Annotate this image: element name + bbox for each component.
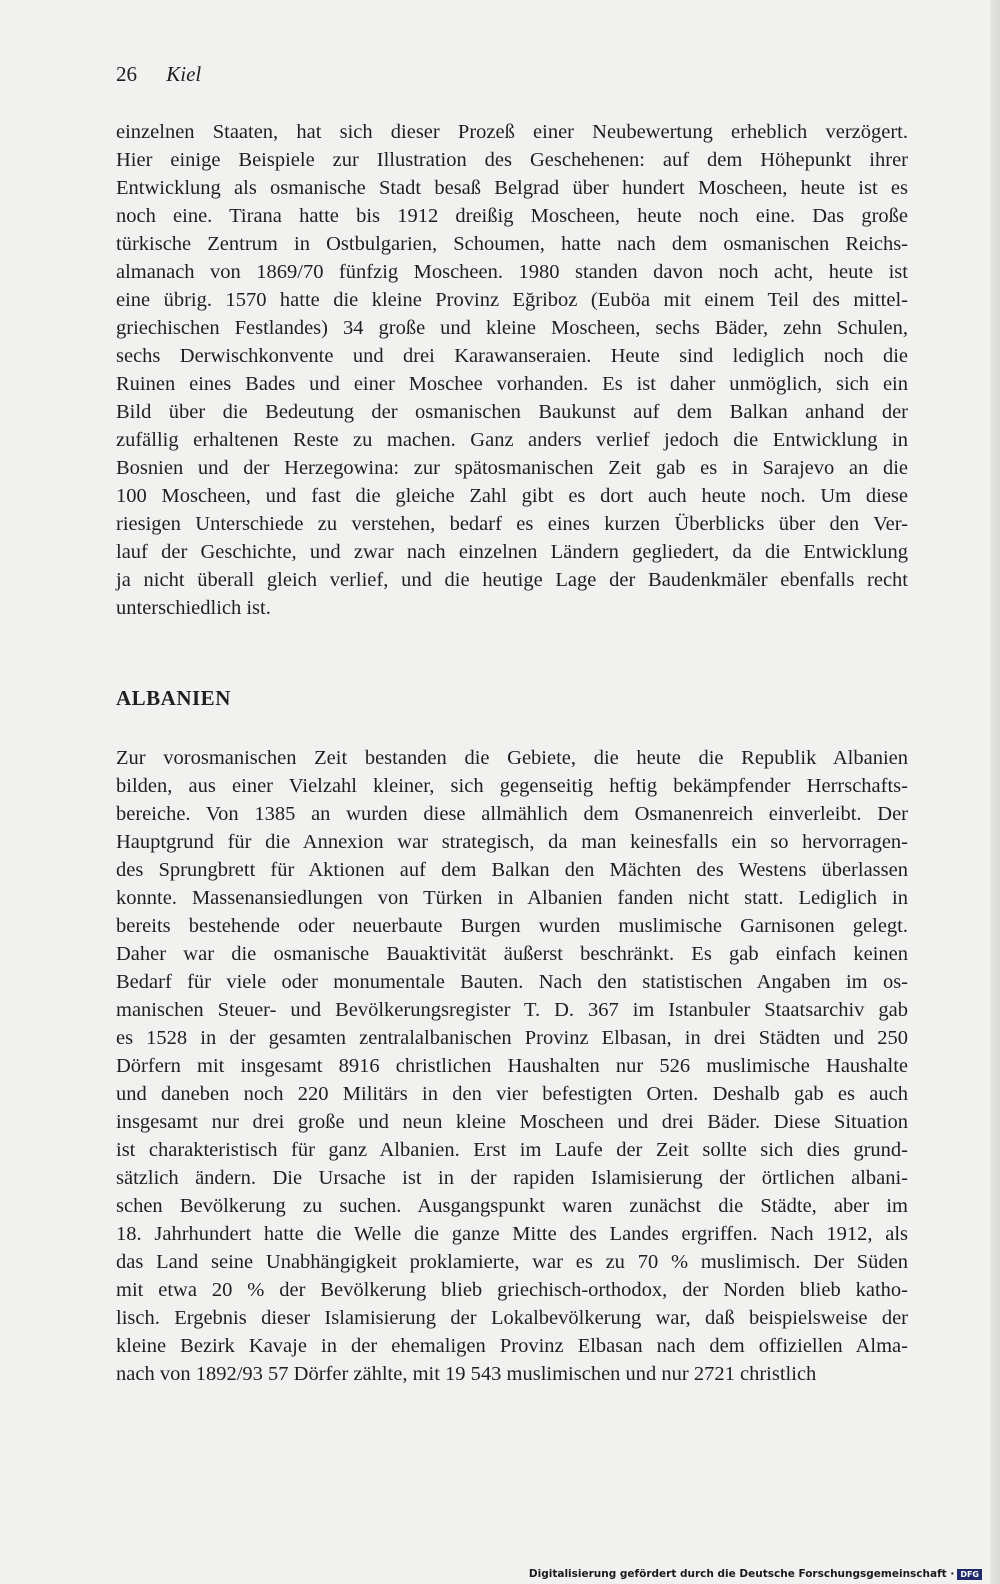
text-line: insgesamt nur drei große und neun kleine Moscheen und drei Bäder. Diese Situation: [116, 1111, 908, 1133]
text-line: sätzlich ändern. Die Ursache ist in der rapiden Islamisierung der örtlichen albani-: [116, 1167, 908, 1189]
dfg-logo: DFG: [957, 1569, 982, 1580]
text-line: es 1528 in der gesamten zentralalbanischen Provinz Elbasan, in drei Städten und 250: [116, 1027, 908, 1049]
text-line: mit etwa 20 % der Bevölkerung blieb griechisch-orthodox, der Norden blieb katho-: [116, 1279, 908, 1301]
text-line: Hier einige Beispiele zur Illustration des Geschehenen: auf dem Höhepunkt ihrer: [116, 149, 908, 171]
text-line: Bosnien und der Herzegowina: zur spätosmanischen Zeit gab es in Sarajevo an die: [116, 457, 908, 479]
text-line: griechischen Festlandes) 34 große und kleine Moscheen, sechs Bäder, zehn Schulen,: [116, 317, 908, 339]
text-line: Daher war die osmanische Bauaktivität äußerst beschränkt. Es gab einfach keinen: [116, 943, 908, 965]
credit-text: Digitalisierung gefördert durch die Deutsche Forschungsgemeinschaft ·: [528, 1568, 955, 1580]
page-number: 26: [116, 62, 137, 86]
text-line: bilden, aus einer Vielzahl kleiner, sich gegenseitig heftig bekämpfender Herrschafts-: [116, 775, 908, 797]
running-head: [116, 60, 201, 88]
text-line: manischen Steuer- und Bevölkerungsregister T. D. 367 im Istanbuler Staatsarchiv gab: [116, 999, 908, 1021]
text-line: lauf der Geschichte, und zwar nach einzelnen Ländern gegliedert, da die Entwicklung: [116, 541, 908, 563]
section-heading: ALBANIEN: [116, 686, 231, 710]
text-line: Zur vorosmanischen Zeit bestanden die Gebiete, die heute die Republik Albanien: [116, 747, 908, 769]
text-line: Bedarf für viele oder monumentale Bauten. Nach den statistischen Angaben im os-: [116, 971, 908, 993]
text-line: ja nicht überall gleich verlief, und die heutige Lage der Baudenkmäler ebenfalls recht: [116, 569, 908, 591]
text-line: noch eine. Tirana hatte bis 1912 dreißig Moscheen, heute noch eine. Das große: [116, 205, 908, 227]
text-line: des Sprungbrett für Aktionen auf dem Balkan den Mächten des Westens überlassen: [116, 859, 908, 881]
text-line: eine übrig. 1570 hatte die kleine Provinz Eğriboz (Euböa mit einem Teil des mittel-: [116, 289, 908, 311]
text-line: Hauptgrund für die Annexion war strategisch, da man keinesfalls ein so hervorragen-: [116, 831, 908, 853]
text-line: almanach von 1869/70 fünfzig Moscheen. 1980 standen davon noch acht, heute ist: [116, 261, 908, 283]
text-line: bereiche. Von 1385 an wurden diese allmählich dem Osmanenreich einverleibt. Der: [116, 803, 908, 825]
text-line: ist charakteristisch für ganz Albanien. Erst im Laufe der Zeit sollte sich dies grund-: [116, 1139, 908, 1161]
text-line: Ruinen eines Bades und einer Moschee vorhanden. Es ist daher unmöglich, sich ein: [116, 373, 908, 395]
body-paragraph-1: [116, 118, 908, 622]
text-line: das Land seine Unabhängigkeit proklamierte, war es zu 70 % muslimisch. Der Süden: [116, 1251, 908, 1273]
text-line: schen Bevölkerung zu suchen. Ausgangspunkt waren zunächst die Städte, aber im: [116, 1195, 908, 1217]
text-line: lisch. Ergebnis dieser Islamisierung der Lokalbevölkerung war, daß beispielsweise der: [116, 1307, 908, 1329]
page-edge-shadow: [990, 0, 1000, 1584]
text-line: Dörfern mit insgesamt 8916 christlichen Haushalten nur 526 muslimische Haushalte: [116, 1055, 908, 1077]
text-line: 18. Jahrhundert hatte die Welle die ganze Mitte des Landes ergriffen. Nach 1912, als: [116, 1223, 908, 1245]
running-head-author: Kiel: [166, 62, 202, 86]
text-line: unterschiedlich ist.: [116, 597, 271, 619]
text-line: bereits bestehende oder neuerbaute Burgen wurden muslimische Garnisonen gelegt.: [116, 915, 908, 937]
text-line: kleine Bezirk Kavaje in der ehemaligen Provinz Elbasan nach dem offiziellen Alma-: [116, 1335, 908, 1357]
text-line: einzelnen Staaten, hat sich dieser Prozeß einer Neubewertung erheblich verzögert.: [116, 121, 908, 143]
text-line: Entwicklung als osmanische Stadt besaß Belgrad über hundert Moscheen, heute ist es: [116, 177, 908, 199]
text-line: türkische Zentrum in Ostbulgarien, Schoumen, hatte nach dem osmanischen Reichs-: [116, 233, 908, 255]
text-line: riesigen Unterschiede zu verstehen, bedarf es eines kurzen Überblicks über den Ver-: [116, 513, 908, 535]
body-paragraph-2: [116, 744, 908, 1388]
digitization-credit: [529, 1568, 982, 1580]
text-line: 100 Moscheen, und fast die gleiche Zahl gibt es dort auch heute noch. Um diese: [116, 485, 908, 507]
text-line: sechs Derwischkonvente und drei Karawanseraien. Heute sind lediglich noch die: [116, 345, 908, 367]
text-line: Bild über die Bedeutung der osmanischen Baukunst auf dem Balkan anhand der: [116, 401, 908, 423]
text-line: zufällig erhaltenen Reste zu machen. Ganz anders verlief jedoch die Entwicklung in: [116, 429, 908, 451]
text-line: und daneben noch 220 Militärs in den vier befestigten Orten. Deshalb gab es auch: [116, 1083, 908, 1105]
text-line: konnte. Massenansiedlungen von Türken in Albanien fanden nicht statt. Lediglich in: [116, 887, 908, 909]
text-line: nach von 1892/93 57 Dörfer zählte, mit 19 543 muslimischen und nur 2721 christlich: [116, 1363, 817, 1385]
